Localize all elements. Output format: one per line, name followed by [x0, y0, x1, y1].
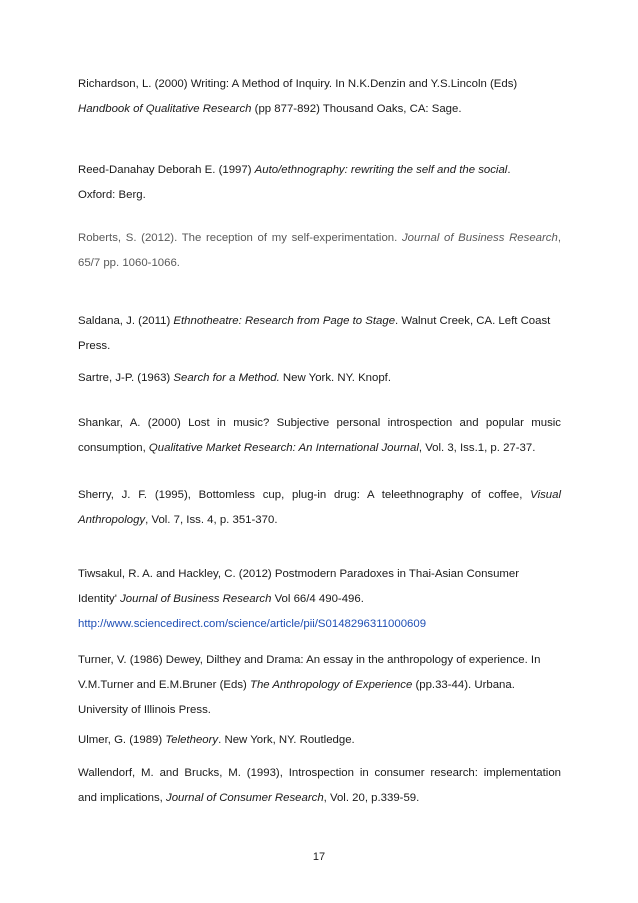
ref-title: Journal of Consumer Research — [166, 792, 324, 804]
ref-line: 65/7 pp. 1060-1066. — [78, 257, 180, 269]
ref-line: Oxford: Berg. — [78, 189, 146, 201]
ref-text: , Vol. 20, p.339-59. — [323, 792, 420, 804]
ref-text: (pp 877-892) Thousand Oaks, CA: Sage. — [251, 103, 462, 115]
ref-title: Journal of Business Research — [401, 232, 558, 244]
reference-shankar — [78, 411, 561, 461]
ref-line — [78, 483, 561, 508]
ref-text: , — [557, 232, 561, 244]
reference-tiwsakul — [78, 562, 561, 637]
reference-richardson — [78, 72, 561, 122]
ref-text: , Vol. 3, Iss.1, p. 27-37. — [418, 442, 536, 454]
ref-text: Sherry, J. F. (1995), Bottomless cup, plug-in drug: A teleethnography of coffee, — [78, 489, 531, 501]
ref-line: Wallendorf, M. and Brucks, M. (1993), Introspection in consumer research: implementation — [78, 767, 561, 779]
ref-line — [78, 612, 561, 637]
ref-line — [78, 366, 561, 391]
ref-text: Identity' — [78, 593, 121, 605]
ref-title: Anthropology — [78, 514, 146, 526]
ref-text: . — [507, 164, 511, 176]
ref-line: Turner, V. (1986) Dewey, Dilthey and Drama: An essay in the anthropology of experience. In — [78, 654, 541, 666]
ref-text: (pp.33-44). Urbana. — [412, 679, 515, 691]
reference-roberts — [78, 226, 561, 276]
ref-line — [78, 309, 561, 334]
ref-text: V.M.Turner and E.M.Bruner (Eds) — [78, 679, 250, 691]
ref-line: University of Illinois Press. — [78, 704, 211, 716]
ref-line — [78, 587, 561, 612]
reference-reed-danahay — [78, 158, 561, 208]
ref-text: Sartre, J-P. (1963) — [78, 372, 174, 384]
ref-text: , Vol. 7, Iss. 4, p. 351-370. — [145, 514, 278, 526]
ref-title: Handbook of Qualitative Research — [78, 103, 252, 115]
ref-line — [78, 786, 561, 811]
reference-sherry — [78, 483, 561, 533]
ref-line: Press. — [78, 340, 111, 352]
ref-title: Search for a Method. — [173, 372, 280, 384]
ref-title: Ethnotheatre: Research from Page to Stage — [173, 315, 396, 327]
reference-turner — [78, 648, 561, 723]
ref-text: Vol 66/4 490-496. — [271, 593, 364, 605]
ref-line: Tiwsakul, R. A. and Hackley, C. (2012) Postmodern Paradoxes in Thai-Asian Consumer — [78, 568, 520, 580]
reference-saldana — [78, 309, 561, 359]
ref-text: Ulmer, G. (1989) — [78, 734, 166, 746]
ref-text: New York. NY. Knopf. — [279, 372, 391, 384]
ref-line — [78, 728, 561, 753]
ref-title: The Anthropology of Experience — [249, 679, 413, 691]
ref-line — [78, 158, 561, 183]
ref-text: and implications, — [78, 792, 167, 804]
ref-text: consumption, — [78, 442, 149, 454]
ref-text: . Walnut Creek, CA. Left Coast — [395, 315, 551, 327]
ref-text: Roberts, S. (2012). The reception of my self-experimentation. — [78, 232, 402, 244]
ref-title: Auto/ethnography: rewriting the self and the social — [254, 164, 508, 176]
ref-line — [78, 436, 561, 461]
ref-text: Saldana, J. (2011) — [78, 315, 174, 327]
page-number: 17 — [312, 851, 326, 863]
reference-sartre — [78, 366, 561, 391]
reference-link[interactable]: http://www.sciencedirect.com/science/article/pii/S0148296311000609 — [78, 618, 427, 630]
ref-line: Richardson, L. (2000) Writing: A Method of Inquiry. In N.K.Denzin and Y.S.Lincoln (Eds) — [78, 78, 518, 90]
ref-title: Visual — [530, 489, 561, 501]
reference-wallendorf — [78, 761, 561, 811]
ref-line — [78, 97, 561, 122]
ref-line: Shankar, A. (2000) Lost in music? Subjective personal introspection and popular music — [78, 417, 561, 429]
ref-line — [78, 226, 561, 251]
ref-line — [78, 673, 561, 698]
ref-title: Journal of Business Research — [120, 593, 272, 605]
ref-text: . New York, NY. Routledge. — [218, 734, 355, 746]
ref-text: Reed-Danahay Deborah E. (1997) — [78, 164, 255, 176]
ref-line — [78, 508, 561, 533]
ref-title: Teletheory — [165, 734, 219, 746]
reference-ulmer — [78, 728, 561, 753]
ref-title: Qualitative Market Research: An International Journal — [148, 442, 419, 454]
